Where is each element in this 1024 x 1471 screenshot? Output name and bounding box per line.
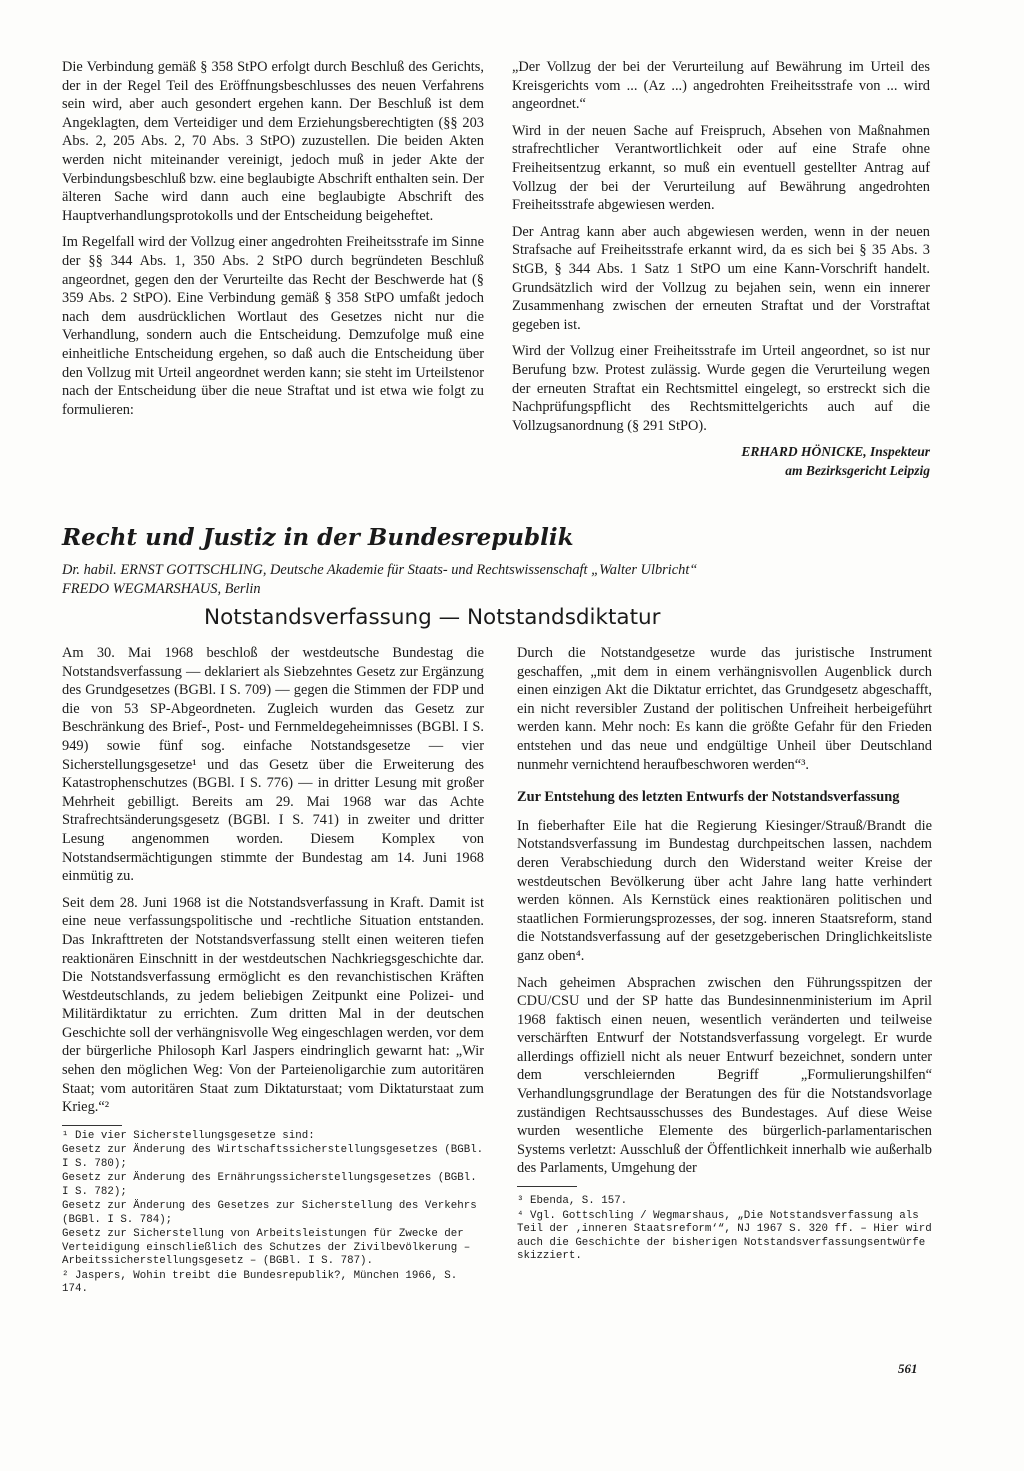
footnote: Gesetz zur Sicherstellung von Arbeitsleistungen für Zwecke der Verteidigung einschließlich des Schutzes der Zivilbevölkerung – Arbeitssicherstellungsgesetz – (BGBl. I S. 787). bbox=[62, 1228, 471, 1268]
top-left-column bbox=[62, 58, 484, 427]
footnote: ² Jaspers, Wohin treibt die Bundesrepublik?, München 1966, S. 174. bbox=[62, 1269, 458, 1296]
quote-paragraph: „Der Vollzug der bei der Verurteilung auf Bewährung im Urteil des Kreisgerichts vom ... (Az ...) angedrohten Freiheitsstrafe von ... wird angeordnet.“ bbox=[512, 59, 930, 113]
author-signature bbox=[512, 443, 930, 480]
paragraph: Seit dem 28. Juni 1968 ist die Notstandsverfassung in Kraft. Damit ist eine neue verfassungspolitische und -rechtliche Situation entstanden. Das Inkrafttreten der Notstandsverfassung stellt einen weiteren tiefen reaktionären Einschnitt in der westdeutschen Nachkriegsgeschichte dar. Die Notstandsverfassung ermöglicht es den revanchistischen Kräften Westdeutschlands, zu jedem beliebigen Zeitpunkt eine Polizei- und Militärdiktatur zu errichten. Zum dritten Mal in der deutschen Geschichte soll der verhängnisvolle Weg eingeschlagen werden, vor dem der bürgerliche Philosoph Karl Jaspers eindringlich gewarnt hat: „Wir sehen den möglichen Weg: Von der Parteienoligarchie zum autoritären Staat; vom autoritären Staat zum Diktaturstaat; vom Diktaturstaat zum Krieg.“² bbox=[62, 894, 484, 1116]
signature-name: ERHARD HÖNICKE, Inspekteur bbox=[741, 444, 930, 460]
footnote: Gesetz zur Änderung des Gesetzes zur Sicherstellung des Verkehrs (BGBl. I S. 784); bbox=[62, 1200, 477, 1226]
footnotes-right bbox=[517, 1195, 932, 1264]
paragraph: Im Regelfall wird der Vollzug einer angedrohten Freiheitsstrafe im Sinne der §§ 344 Abs. 1, 350 Abs. 2 StPO durch begründeten Beschluß angeordnet, gegen den der Verurteilte das Recht der Beschwerde hat (§ 359 Abs. 2 StPO). Eine Verbindung gemäß § 358 StPO umfaßt jedoch nach dem ausdrücklichen Wortlaut des Gesetzes nicht nur die Verhandlung, sondern auch die Entscheidung. Demzufolge muß eine einheitliche Entscheidung ergehen, so daß auch die Entscheidung über den Vollzug mit Urteil angeordnet werden kann; sie steht im Urteilstenor nach der Entscheidung über die neue Straftat und ist etwa wie folgt zu formulieren: bbox=[62, 234, 484, 418]
paragraph: Wird der Vollzug einer Freiheitsstrafe im Urteil angeordnet, so ist nur Berufung bzw. Protest zulässig. Wurde gegen die Verurteilung wegen der erneuten Straftat ein Rechtsmittel eingelegt, so erstreckt sich die Nachprüfungspflicht des Rechtsmittelgerichts auch auf die Vollzugsanordnung (§ 291 StPO). bbox=[512, 343, 930, 434]
footnote-divider bbox=[62, 1125, 122, 1126]
paragraph: In fieberhafter Eile hat die Regierung Kiesinger/Strauß/Brandt die Notstandsverfassung im Bundestag durchpeitschen lassen, nachdem deren Verabschiedung durch den Widerstand weiter Kreise der westdeutschen Bevölkerung über acht Jahre lang hatte verhindert werden können. Als Kernstück eines reaktionären politischen und staatlichen Formierungsprozesses, der sog. inneren Staatsreform, stand die Notstandsverfassung auf der gesetzgeberischen Dringlichkeitsliste ganz oben⁴. bbox=[517, 817, 932, 964]
paragraph: Durch die Notstandgesetze wurde das juristische Instrument geschaffen, „mit dem in einem verhängnisvollen Augenblick durch einen einzigen Akt die Diktatur errichtet, das Grundgesetz abgeschafft, ein nicht reversibler Zustand der politischen Unfreiheit herbeigeführt werden kann. Mehr noch: Es kann die größte Gefahr für den Frieden entstehen und das neue und endgültige Unheil über Deutschland nunmehr vernichtend heraufbeschworen werden“³. bbox=[517, 645, 932, 773]
bottom-right-column bbox=[517, 644, 932, 1265]
bottom-left-column bbox=[62, 644, 484, 1298]
footnote: ⁴ Vgl. Gottschling / Wegmarshaus, „Die Notstandsverfassung als Teil der ‚inneren Staatsreform‘“, NJ 1967 S. 320 ff. – Hier wird auch die Geschichte der bisherigen Notstandsverfassungsentwürfe skizziert. bbox=[517, 1209, 932, 1263]
footnote: Gesetz zur Änderung des Wirtschaftssicherstellungsgesetzes (BGBl. I S. 780); bbox=[62, 1144, 484, 1170]
footnotes-left bbox=[62, 1130, 484, 1297]
paragraph: Wird in der neuen Sache auf Freispruch, Absehen von Maßnahmen strafrechtlicher Verantwortlichkeit oder auf eine Strafe ohne Freiheitsentzug erkannt, so muß ein eventuell gestellter Antrag auf Vollzug der bei der Verurteilung auf Bewährung angedrohten Freiheitsstrafe abgewiesen werden. bbox=[512, 122, 930, 214]
paragraph: Der Antrag kann aber auch abgewiesen werden, wenn in der neuen Strafsache auf Freiheitsstrafe erkannt wird, da es sich bei § 35 Abs. 3 StGB, § 344 Abs. 1 Satz 1 StPO um eine Kann-Vorschrift handelt. Grundsätzlich wird der Vollzug zu bejahen sein, wenn ein innerer Zusammenhang zwischen der erneuten Straftat und der Vorstraftat gegeben ist. bbox=[512, 223, 930, 333]
author-line: FREDO WEGMARSHAUS, Berlin bbox=[62, 580, 261, 597]
paragraph: Nach geheimen Absprachen zwischen den Führungsspitzen der CDU/CSU und der SP hatte das Bundesinnenministerium im April 1968 faktisch einen neuen, wesentlich veränderten und teilweise verschärften Entwurf der Notstandsverfassung vorgelegt. Er wurde allerdings offiziell nicht als neuer Entwurf bezeichnet, sondern unter dem verschleiernden Begriff „Formulierungshilfen“ Verhandlungsgrundlage der Beratungen des für die Notstandsvorlage zuständigen Rechtsausschusses des Bundestages. Auf diese Weise wurden wesentliche Elemente des bürgerlich-parlamentarischen Systems verletzt: Ausschluß der Öffentlichkeit innerhalb wie außerhalb des Parlaments, Umgehung der bbox=[517, 974, 932, 1177]
signature-affiliation: am Bezirksgericht Leipzig bbox=[785, 462, 930, 478]
article-authors bbox=[62, 561, 942, 598]
paragraph: Am 30. Mai 1968 beschloß der westdeutsche Bundestag die Notstandsverfassung — deklariert als Siebzehntes Gesetz zur Ergänzung des Grundgesetzes (BGBl. I S. 709) — gegen die Stimmen der FDP und die von 53 SP-Abgeordneten. Zugleich wurden das Gesetz zur Beschränkung des Brief-, Post- und Fernmeldegeheimnisses (BGBl. I S. 949) sowie fünf sog. einfache Notstandsgesetze — vier Sicherstellungsgesetze¹ und das Gesetz über die Erweiterung des Katastrophenschutzes (BGBl. I S. 776) — in dritter Lesung mit großer Mehrheit gebilligt. Bereits am 29. Mai 1968 war das Achte Strafrechtsänderungsgesetz (BGBl. I S. 741) in zweiter und dritter Lesung angenommen worden. Diesem Komplex von Notstandsermächtigungen stimmte der Bundestag am 14. Juni 1968 einmütig zu. bbox=[62, 645, 484, 885]
paragraph: Die Verbindung gemäß § 358 StPO erfolgt durch Beschluß des Gerichts, der in der Regel Teil des Eröffnungsbeschlusses des neuen Verfahrens sein wird, aber auch gesondert ergehen kann. Der Beschluß ist dem Angeklagten, dem Verteidiger und dem Erziehungsberechtigten (§§ 203 Abs. 2, 205 Abs. 2, 70 Abs. 3 StPO) zuzustellen. Die beiden Akten werden nicht miteinander vereinigt, jedoch muß in jeder Akte der Verbindungsbeschluß bzw. eine beglaubigte Abschrift enthalten sein. Der älteren Sache wird dann auch eine beglaubigte Abschrift des Hauptverhandlungsprotokolls und der Entscheidung beigeheftet. bbox=[62, 59, 484, 224]
page-number: 561 bbox=[898, 1361, 918, 1376]
article-title: Notstandsverfassung — Notstandsdiktatur bbox=[204, 605, 661, 630]
section-heading: Recht und Justiz in der Bundesrepublik bbox=[62, 524, 574, 551]
top-right-column bbox=[512, 58, 930, 480]
subheading: Zur Entstehung des letzten Entwurfs der Notstandsverfassung bbox=[517, 789, 900, 806]
footnote: Gesetz zur Änderung des Ernährungssicherstellungsgesetzes (BGBl. I S. 782); bbox=[62, 1172, 477, 1198]
footnote-divider bbox=[517, 1186, 577, 1187]
footnote: ³ Ebenda, S. 157. bbox=[517, 1195, 628, 1208]
author-line: Dr. habil. ERNST GOTTSCHLING, Deutsche Akademie für Staats- und Rechtswissenschaft „Walter Ulbricht“ bbox=[62, 562, 698, 578]
footnote: ¹ Die vier Sicherstellungsgesetze sind: bbox=[62, 1129, 315, 1142]
